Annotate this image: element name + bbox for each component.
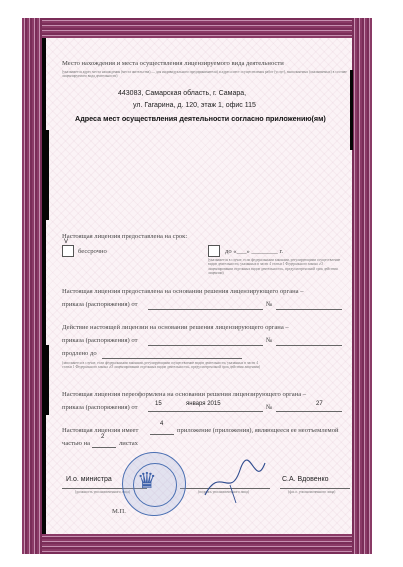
term-until-checkbox <box>208 245 220 257</box>
name-note: (ф.и.о. уполномоченного лица) <box>288 490 336 494</box>
extension-line-2: приказа (распоряжения) от <box>62 337 138 344</box>
extension-note: (заполняется в случае, если федеральными законами, регулирующими осуществление видов деятельности, указанных в части 4 статьи 1 Федерального закона «О лицензировании отдельных видов деятельности», предусмотрен иной срок действия лицензии) <box>62 361 261 370</box>
handwritten-signature-icon <box>200 455 270 505</box>
border-pattern-bottom <box>22 534 372 554</box>
extension-until-line <box>102 358 242 359</box>
basis-number-line <box>276 309 342 310</box>
extension-number-sign: № <box>266 337 273 344</box>
basis-date-line <box>148 309 263 310</box>
appendix-count-line <box>150 434 174 435</box>
extension-date-line <box>148 345 263 346</box>
term-until-label: до «___» ________ г. <box>225 248 284 255</box>
reissue-number-sign: № <box>266 404 273 411</box>
appendix-count: 4 <box>160 421 164 427</box>
redaction-bar <box>42 38 46 534</box>
term-label: Настоящая лицензия предоставлена на срок: <box>62 233 188 240</box>
appendix-sheets: 2 <box>101 434 105 440</box>
address-line-3: Адреса мест осуществления деятельности согласно приложению(ям) <box>75 114 326 123</box>
redaction-bar <box>350 70 353 150</box>
stamp-place-label: М.П. <box>112 508 126 515</box>
basis-line-2: приказа (распоряжения) от <box>62 301 138 308</box>
extension-number-line <box>276 345 342 346</box>
appendix-text-2b: листах <box>119 440 138 447</box>
reissue-number: 27 <box>316 401 323 407</box>
term-note: (указывается в случае, если федеральными законами, регулирующими осуществление видов деятельности, указанных в части 4 статьи 1 Федерального закона «О лицензировании отдельных видов деятельности», предусмотрен иной срок действия лицензии) <box>208 258 341 275</box>
document-sheet <box>42 38 352 534</box>
redaction-bar <box>46 345 49 415</box>
address-line-2: ул. Гагарина, д. 120, этаж 1, офис 115 <box>133 102 256 109</box>
signatory-name: С.А. Вдовенко <box>282 476 329 483</box>
reissue-line-1: Настоящая лицензия переоформлена на основании решения лицензирующего органа – <box>62 391 307 398</box>
appendix-text-1a: Настоящая лицензия имеет <box>62 427 139 434</box>
signature-note: (подпись уполномоченного лица) <box>198 490 250 494</box>
indefinite-label: бессрочно <box>78 248 107 255</box>
checkbox-mark: V <box>64 239 69 245</box>
redaction-bar <box>46 130 49 220</box>
border-pattern-top <box>22 18 372 38</box>
name-line <box>280 488 350 489</box>
extension-line-1: Действие настоящей лицензии на основании решения лицензирующего органа – <box>62 324 289 331</box>
appendix-text-1b: приложение (приложения), являющееся ее неотъемлемой <box>177 427 339 434</box>
header-line: Место нахождения и места осуществления лицензируемого вида деятельности <box>62 60 284 67</box>
header-note: (указывается адрес места нахождения (места жительства) — для индивидуального предпринимателя) и адреса мест осуществления работ (услуг), выполняемых (оказываемых) в составе лицензируемого вида деятельности) <box>62 70 347 79</box>
basis-number-sign: № <box>266 301 273 308</box>
reissue-month-year: января 2015 <box>186 401 221 407</box>
appendix-sheets-line <box>92 447 116 448</box>
position-note: (должность уполномоченного лица) <box>75 490 131 494</box>
reissue-date-line <box>148 411 263 412</box>
appendix-text-2a: частью на <box>62 440 91 447</box>
border-pattern-right <box>352 18 372 554</box>
coat-of-arms-icon: ♛ <box>137 468 157 493</box>
border-pattern-left <box>22 18 42 554</box>
official-seal-icon <box>122 452 186 516</box>
reissue-line-2: приказа (распоряжения) от <box>62 404 138 411</box>
signatory-position: И.о. министра <box>66 476 112 483</box>
basis-line-1: Настоящая лицензия предоставлена на основании решения лицензирующего органа – <box>62 288 304 295</box>
reissue-number-line <box>276 411 342 412</box>
address-line-1: 443083, Самарская область, г. Самара, <box>118 90 247 97</box>
extension-line-3: продлено до <box>62 350 97 357</box>
indefinite-checkbox <box>62 245 74 257</box>
reissue-day: 15 <box>155 401 162 407</box>
